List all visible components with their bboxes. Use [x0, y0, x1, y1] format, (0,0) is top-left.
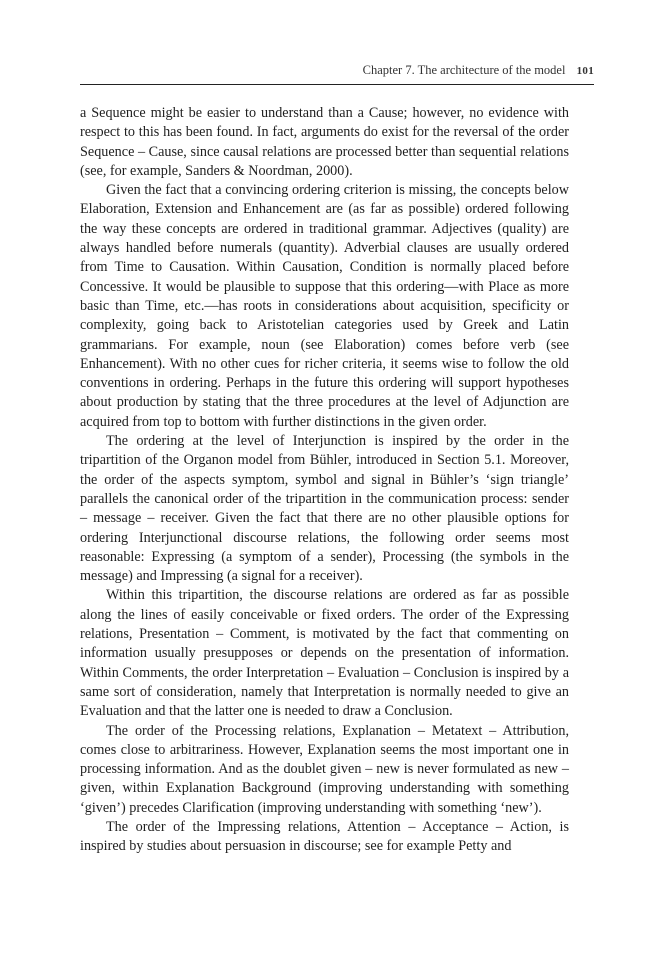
page-number: 101	[576, 65, 594, 77]
paragraph: Given the fact that a convincing ordering criterion is missing, the concepts below Elaboration, Extension and Enhancement are (as far as possible) ordered following the way these concepts are ordered in traditional grammar. Adjectives (quality) are always handled before numerals (quantity). Adverbial clauses are usually ordered from Time to Causation. Within Causation, Condition is normally placed before Concessive. It would be plausible to suppose that this ordering—with Place as more basic than Time, etc.—has roots in considerations about acquisition, specificity or complexity, going back to Aristotelian categories used by Greek and Latin grammarians. For example, noun (see Elaboration) comes before verb (see Enhancement). With no other cues for richer criteria, it seems wise to follow the old conventions in ordering. Perhaps in the future this ordering will support hypotheses about production by stating that the three procedures at the level of Adjunction are acquired from top to bottom with further distinctions in the given order.	[80, 182, 569, 430]
body-text	[80, 104, 569, 857]
paragraph: The order of the Processing relations, Explanation – Metatext – Attribution, comes close to arbitrariness. However, Explanation seems the most important one in processing information. And as the doublet given – new is never formulated as new – given, within Explanation Background (improving understanding with something ‘given’) precedes Clarification (improving understanding with something ‘new’).	[80, 722, 569, 816]
running-head	[80, 62, 594, 79]
header-rule	[80, 84, 594, 85]
chapter-title: Chapter 7. The architecture of the model	[362, 63, 566, 77]
paragraph: The ordering at the level of Interjunction is inspired by the order in the tripartition of the Organon model from Bühler, introduced in Section 5.1. Moreover, the order of the aspects symptom, symbol and signal in Bühler’s ‘sign triangle’ parallels the canonical order of the tripartition in the communication process: sender – message – receiver. Given the fact that there are no other plausible options for ordering Interjunctional discourse relations, the following order seems most reasonable: Expressing (a symptom of a sender), Processing (the symbols in the message) and Impressing (a signal for a receiver).	[80, 433, 569, 585]
paragraph: Within this tripartition, the discourse relations are ordered as far as possible along the lines of easily conceivable or fixed orders. The order of the Expressing relations, Presentation – Comment, is motivated by the fact that commenting on information usually presupposes or depends on the presentation of information. Within Comments, the order Interpretation – Evaluation – Conclusion is inspired by a same sort of consideration, namely that Interpretation is normally needed to give an Evaluation and that the latter one is needed to draw a Conclusion.	[80, 587, 569, 720]
paragraph: The order of the Impressing relations, Attention – Acceptance – Action, is inspired by studies about persuasion in discourse; see for example Petty and	[80, 818, 569, 855]
paragraph: a Sequence might be easier to understand than a Cause; however, no evidence with respect to this has been found. In fact, arguments do exist for the reversal of the order Sequence – Cause, since causal relations are processed better than sequential relations (see, for example, Sanders & Noordman, 2000).	[80, 105, 569, 179]
